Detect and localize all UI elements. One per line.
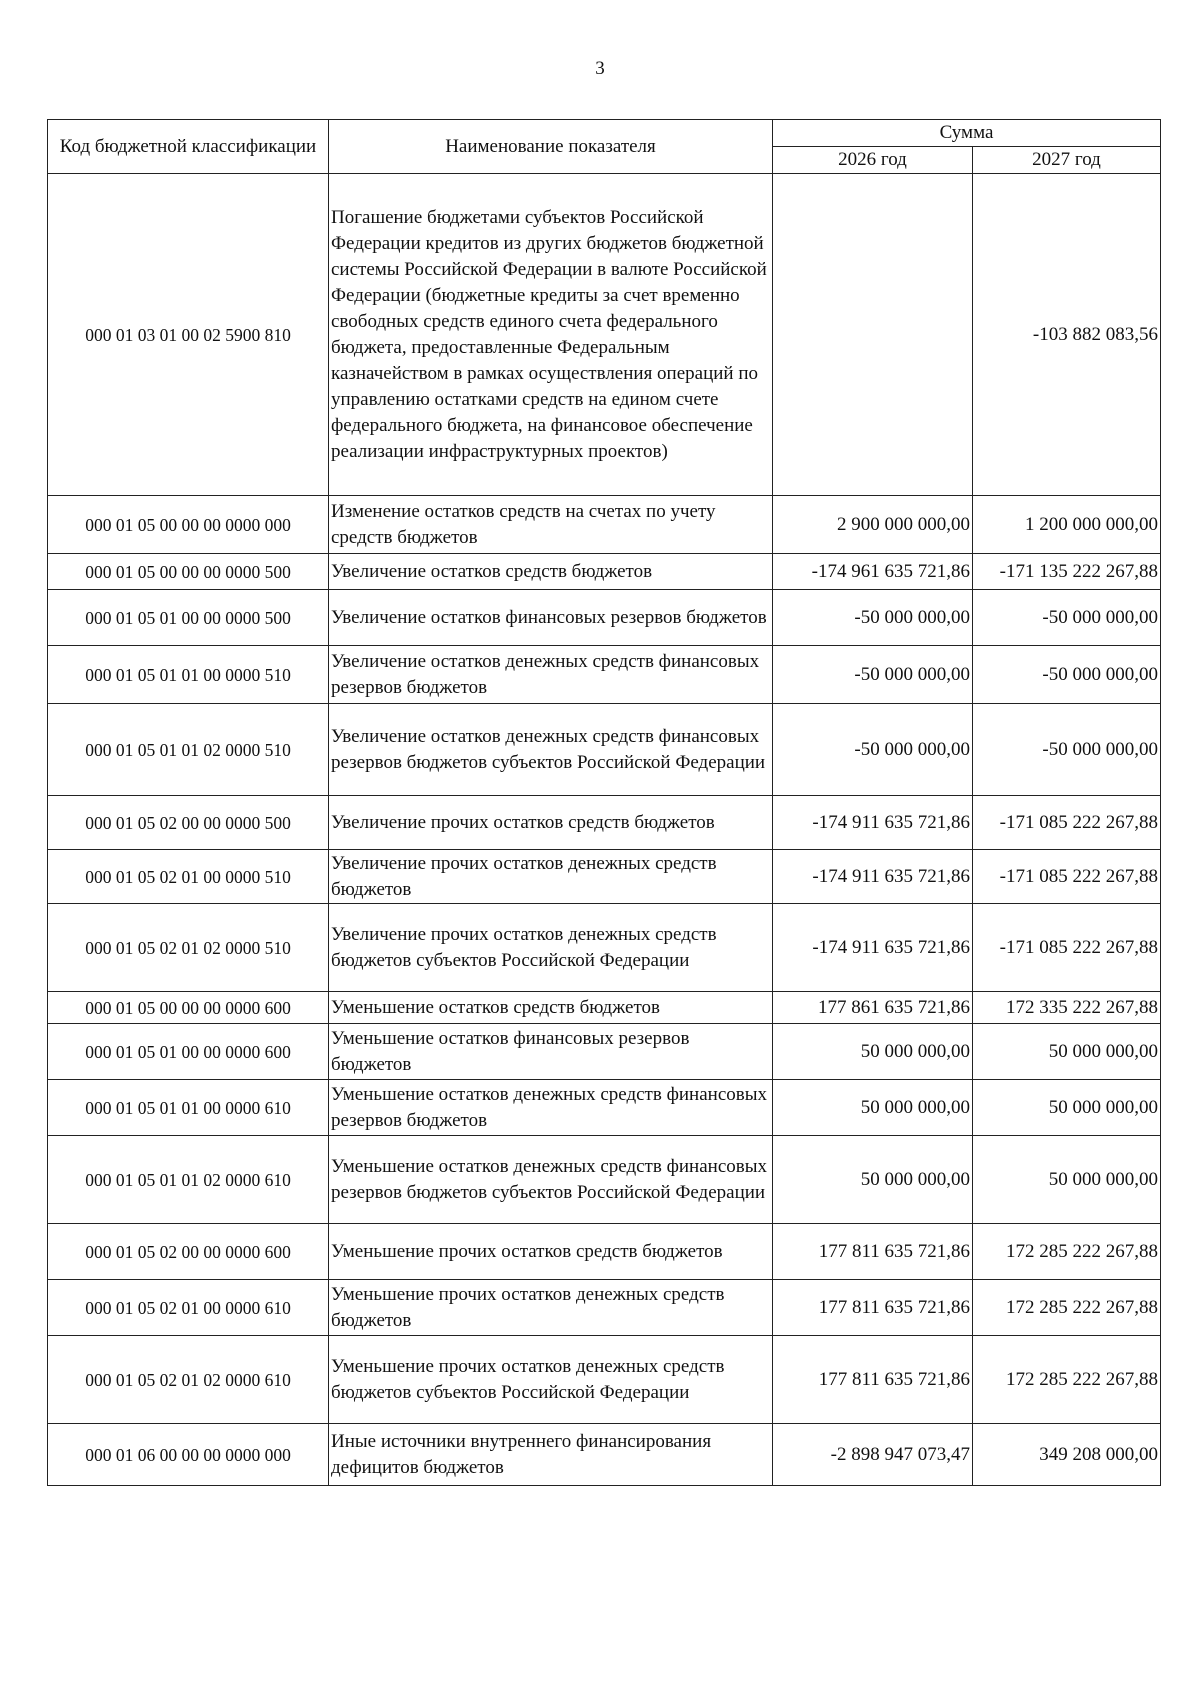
amount-2027-cell: -171 085 222 267,88: [973, 796, 1161, 850]
table-row: [48, 1024, 1161, 1080]
amount-2026-cell: 50 000 000,00: [773, 1080, 973, 1136]
amount-2027-cell: 1 200 000 000,00: [973, 496, 1161, 554]
indicator-name-cell: Уменьшение прочих остатков денежных средств бюджетов: [329, 1280, 773, 1336]
table-row: [48, 496, 1161, 554]
indicator-name-cell: Погашение бюджетами субъектов Российской Федерации кредитов из других бюджетов бюджетной системы Российской Федерации в валюте Российской Федерации (бюджетные кредиты за счет временно свободных средств единого счета федерального бюджета, предоставленные Федеральным казначейством в рамках осуществления операций по управлению остатками средств на едином счете федерального бюджета, на финансовое обеспечение реализации инфраструктурных проектов): [329, 174, 773, 496]
amount-2026-cell: -50 000 000,00: [773, 590, 973, 646]
page-number: 3: [595, 58, 605, 79]
amount-2027-cell: 172 285 222 267,88: [973, 1336, 1161, 1424]
header-year-2026: 2026 год: [773, 147, 973, 174]
table-body: [48, 174, 1161, 1486]
table-row: [48, 646, 1161, 704]
amount-2026-cell: [773, 174, 973, 496]
amount-2026-cell: 177 811 635 721,86: [773, 1280, 973, 1336]
header-code: Код бюджетной классификации: [48, 120, 329, 174]
indicator-name-cell: Уменьшение прочих остатков денежных средств бюджетов субъектов Российской Федерации: [329, 1336, 773, 1424]
amount-2026-cell: -50 000 000,00: [773, 704, 973, 796]
header-name: Наименование показателя: [329, 120, 773, 174]
table-row: [48, 1224, 1161, 1280]
amount-2026-cell: 177 811 635 721,86: [773, 1224, 973, 1280]
table-row: [48, 554, 1161, 590]
amount-2027-cell: -50 000 000,00: [973, 704, 1161, 796]
table-row: [48, 1336, 1161, 1424]
code-cell: 000 01 05 02 01 02 0000 610: [48, 1336, 329, 1424]
amount-2026-cell: 177 861 635 721,86: [773, 992, 973, 1024]
code-cell: 000 01 05 01 01 00 0000 510: [48, 646, 329, 704]
amount-2026-cell: -174 911 635 721,86: [773, 850, 973, 904]
amount-2027-cell: -103 882 083,56: [973, 174, 1161, 496]
indicator-name-cell: Увеличение остатков денежных средств финансовых резервов бюджетов: [329, 646, 773, 704]
header-year-2027: 2027 год: [973, 147, 1161, 174]
table-row: [48, 850, 1161, 904]
code-cell: 000 01 05 02 01 02 0000 510: [48, 904, 329, 992]
table-row: [48, 1424, 1161, 1486]
indicator-name-cell: Уменьшение остатков средств бюджетов: [329, 992, 773, 1024]
amount-2027-cell: -171 085 222 267,88: [973, 850, 1161, 904]
amount-2026-cell: -174 911 635 721,86: [773, 796, 973, 850]
code-cell: 000 01 05 02 00 00 0000 500: [48, 796, 329, 850]
amount-2027-cell: 349 208 000,00: [973, 1424, 1161, 1486]
code-cell: 000 01 05 01 00 00 0000 500: [48, 590, 329, 646]
indicator-name-cell: Увеличение прочих остатков денежных средств бюджетов: [329, 850, 773, 904]
amount-2027-cell: -171 085 222 267,88: [973, 904, 1161, 992]
table-row: [48, 1136, 1161, 1224]
indicator-name-cell: Изменение остатков средств на счетах по учету средств бюджетов: [329, 496, 773, 554]
amount-2026-cell: 177 811 635 721,86: [773, 1336, 973, 1424]
amount-2026-cell: 50 000 000,00: [773, 1136, 973, 1224]
amount-2026-cell: -50 000 000,00: [773, 646, 973, 704]
table-header-row: [48, 120, 1161, 147]
code-cell: 000 01 05 02 00 00 0000 600: [48, 1224, 329, 1280]
table-row: [48, 992, 1161, 1024]
code-cell: 000 01 05 01 01 02 0000 510: [48, 704, 329, 796]
table-row: [48, 1280, 1161, 1336]
code-cell: 000 01 05 01 01 02 0000 610: [48, 1136, 329, 1224]
amount-2027-cell: -50 000 000,00: [973, 590, 1161, 646]
amount-2027-cell: -50 000 000,00: [973, 646, 1161, 704]
table-row: [48, 174, 1161, 496]
amount-2027-cell: 172 285 222 267,88: [973, 1280, 1161, 1336]
amount-2027-cell: -171 135 222 267,88: [973, 554, 1161, 590]
table-row: [48, 904, 1161, 992]
indicator-name-cell: Иные источники внутреннего финансирования дефицитов бюджетов: [329, 1424, 773, 1486]
indicator-name-cell: Увеличение остатков финансовых резервов бюджетов: [329, 590, 773, 646]
indicator-name-cell: Увеличение прочих остатков денежных средств бюджетов субъектов Российской Федерации: [329, 904, 773, 992]
indicator-name-cell: Увеличение остатков денежных средств финансовых резервов бюджетов субъектов Российской Федерации: [329, 704, 773, 796]
code-cell: 000 01 05 00 00 00 0000 500: [48, 554, 329, 590]
amount-2026-cell: -2 898 947 073,47: [773, 1424, 973, 1486]
table-row: [48, 796, 1161, 850]
amount-2026-cell: 2 900 000 000,00: [773, 496, 973, 554]
table-row: [48, 590, 1161, 646]
code-cell: 000 01 05 00 00 00 0000 600: [48, 992, 329, 1024]
table-row: [48, 704, 1161, 796]
amount-2026-cell: 50 000 000,00: [773, 1024, 973, 1080]
amount-2027-cell: 172 335 222 267,88: [973, 992, 1161, 1024]
code-cell: 000 01 06 00 00 00 0000 000: [48, 1424, 329, 1486]
indicator-name-cell: Уменьшение остатков денежных средств финансовых резервов бюджетов субъектов Российской Федерации: [329, 1136, 773, 1224]
indicator-name-cell: Увеличение прочих остатков средств бюджетов: [329, 796, 773, 850]
amount-2026-cell: -174 961 635 721,86: [773, 554, 973, 590]
table-row: [48, 1080, 1161, 1136]
code-cell: 000 01 05 02 01 00 0000 610: [48, 1280, 329, 1336]
amount-2027-cell: 50 000 000,00: [973, 1136, 1161, 1224]
amount-2027-cell: 50 000 000,00: [973, 1080, 1161, 1136]
code-cell: 000 01 05 01 00 00 0000 600: [48, 1024, 329, 1080]
budget-sources-table: [47, 119, 1161, 1486]
indicator-name-cell: Уменьшение остатков финансовых резервов бюджетов: [329, 1024, 773, 1080]
amount-2027-cell: 172 285 222 267,88: [973, 1224, 1161, 1280]
code-cell: 000 01 03 01 00 02 5900 810: [48, 174, 329, 496]
amount-2027-cell: 50 000 000,00: [973, 1024, 1161, 1080]
code-cell: 000 01 05 00 00 00 0000 000: [48, 496, 329, 554]
code-cell: 000 01 05 02 01 00 0000 510: [48, 850, 329, 904]
header-sum: Сумма: [773, 120, 1161, 147]
indicator-name-cell: Уменьшение прочих остатков средств бюджетов: [329, 1224, 773, 1280]
amount-2026-cell: -174 911 635 721,86: [773, 904, 973, 992]
indicator-name-cell: Увеличение остатков средств бюджетов: [329, 554, 773, 590]
indicator-name-cell: Уменьшение остатков денежных средств финансовых резервов бюджетов: [329, 1080, 773, 1136]
code-cell: 000 01 05 01 01 00 0000 610: [48, 1080, 329, 1136]
